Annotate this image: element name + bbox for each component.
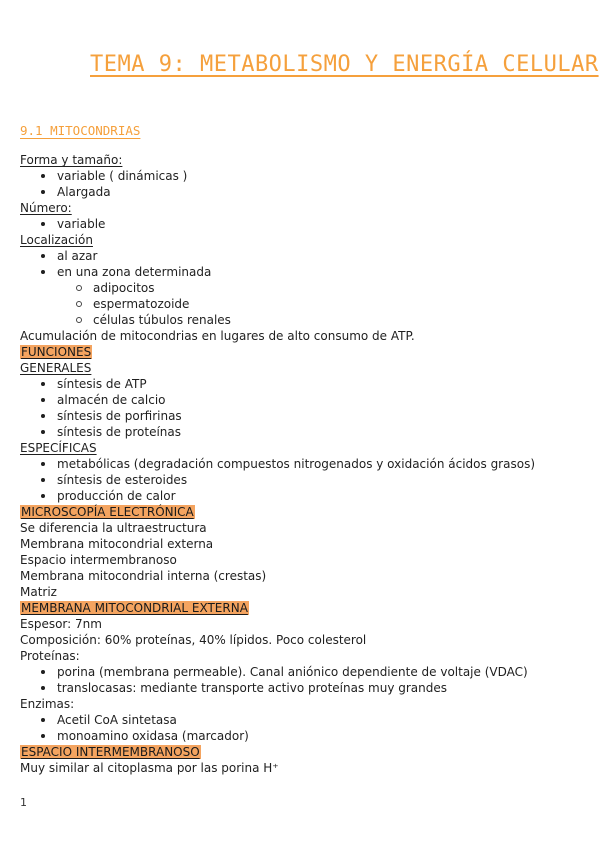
highlighted-heading: MEMBRANA MITOCONDRIAL EXTERNA bbox=[21, 601, 248, 615]
text-line bbox=[20, 344, 585, 360]
highlighted-heading: ESPACIO INTERMEMBRANOSO bbox=[21, 745, 200, 759]
bullet-item: porina (membrana permeable). Canal aniónico dependiente de voltaje (VDAC) bbox=[20, 664, 585, 680]
text-line: Membrana mitocondrial externa bbox=[20, 537, 214, 551]
text-line: Acumulación de mitocondrias en lugares de alto consumo de ATP. bbox=[20, 329, 415, 343]
bullet-item: al azar bbox=[20, 248, 585, 264]
bullet-item: Alargada bbox=[20, 184, 585, 200]
text-line: Enzimas: bbox=[20, 697, 75, 711]
bullet-item: síntesis de proteínas bbox=[20, 424, 585, 440]
sub-bullet-item: espermatozoide bbox=[20, 296, 585, 312]
bullet-item: Acetil CoA sintetasa bbox=[20, 712, 585, 728]
highlighted-heading: FUNCIONES bbox=[21, 345, 92, 359]
text-line: Membrana mitocondrial interna (crestas) bbox=[20, 569, 267, 583]
text-line bbox=[20, 232, 585, 248]
text-line bbox=[20, 600, 585, 616]
text-line: Se diferencia la ultraestructura bbox=[20, 521, 207, 535]
sub-bullet-item: adipocitos bbox=[20, 280, 585, 296]
subheading: GENERALES bbox=[20, 361, 92, 375]
text-line bbox=[20, 504, 585, 520]
text-line: Espacio intermembranoso bbox=[20, 553, 177, 567]
page-title: TEMA 9: METABOLISMO Y ENERGÍA CELULAR bbox=[90, 52, 599, 77]
document-body bbox=[20, 152, 585, 776]
text-line bbox=[20, 200, 585, 216]
bullet-item: monoamino oxidasa (marcador) bbox=[20, 728, 585, 744]
bullet-item: síntesis de esteroides bbox=[20, 472, 585, 488]
bullet-item: variable ( dinámicas ) bbox=[20, 168, 585, 184]
text-line bbox=[20, 360, 585, 376]
text-line: Muy similar al citoplasma por las porina H⁺ bbox=[20, 761, 279, 775]
highlighted-heading: MICROSCOPÍA ELECTRÓNICA bbox=[21, 505, 194, 519]
bullet-item: almacén de calcio bbox=[20, 392, 585, 408]
subheading: Localización bbox=[20, 233, 93, 247]
bullet-item: variable bbox=[20, 216, 585, 232]
bullet-item: translocasas: mediante transporte activo proteínas muy grandes bbox=[20, 680, 585, 696]
text-line: Composición: 60% proteínas, 40% lípidos. Poco colesterol bbox=[20, 633, 367, 647]
page-number: 1 bbox=[20, 796, 27, 809]
sub-bullet-item: células túbulos renales bbox=[20, 312, 585, 328]
text-line bbox=[20, 440, 585, 456]
text-line bbox=[20, 152, 585, 168]
text-line: Proteínas: bbox=[20, 649, 80, 663]
subheading: ESPECÍFICAS bbox=[20, 441, 97, 455]
text-line: Espesor: 7nm bbox=[20, 617, 102, 631]
bullet-item: síntesis de porfirinas bbox=[20, 408, 585, 424]
subheading: Forma y tamaño: bbox=[20, 153, 123, 167]
text-line: Matriz bbox=[20, 585, 57, 599]
text-line bbox=[20, 744, 585, 760]
subheading: Número: bbox=[20, 201, 72, 215]
section-heading: 9.1 MITOCONDRIAS bbox=[20, 123, 141, 138]
bullet-item: en una zona determinada bbox=[20, 264, 585, 280]
bullet-item: metabólicas (degradación compuestos nitrogenados y oxidación ácidos grasos) bbox=[20, 456, 585, 472]
bullet-item: producción de calor bbox=[20, 488, 585, 504]
bullet-item: síntesis de ATP bbox=[20, 376, 585, 392]
